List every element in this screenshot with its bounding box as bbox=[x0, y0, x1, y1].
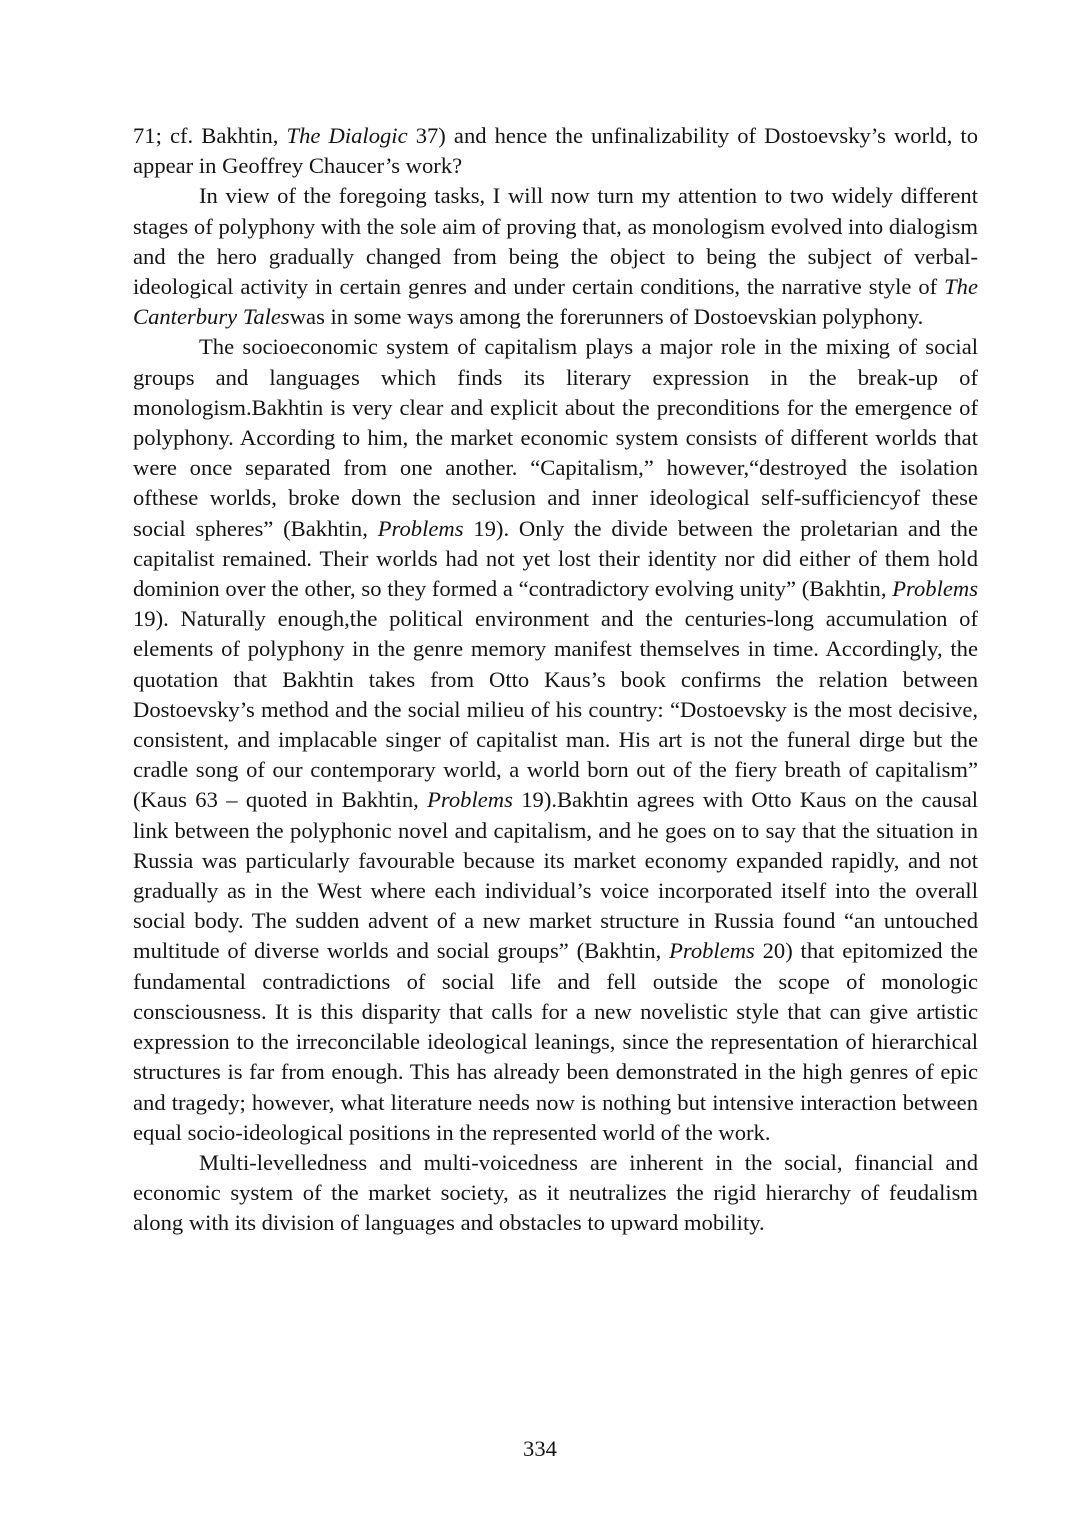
text-run: was in some ways among the forerunners of Dostoevskian polyphony. bbox=[289, 304, 924, 330]
text-run: The socioeconomic system of capitalism plays a major role in the mixing of social groups and languages which finds its literary expression in the break-up of monologism.Bakhtin is very clear and explicit about the preconditions for the emergence of polyphony. According to him, the market economic system consists of different worlds that were once separated from one another. “Capitalism,” however,“destroyed the isolation ofthese worlds, broke down the seclusion and inner ideological self-sufficiencyof these social spheres” (Bakhtin, bbox=[133, 334, 978, 541]
italic-title: The Canterbury Tales bbox=[133, 274, 978, 330]
text-run: 37) and hence the unfinalizability of Dostoevsky’s world, to appear in Geoffrey Chaucer’s work? bbox=[133, 123, 979, 179]
text-run: 19). Only the divide between the proletarian and the capitalist remained. Their worlds had not yet lost their identity nor did either of them hold dominion over the other, so they formed a “contradictory evolving unity” (Bakhtin, bbox=[133, 515, 978, 602]
text-run: In view of the foregoing tasks, I will now turn my attention to two widely different stages of polyphony with the sole aim of proving that, as monologism evolved into dialogism and the hero gradually changed from being the object to being the subject of verbal-ideological activity in certain genres and under certain conditions, the narrative style of bbox=[133, 183, 978, 300]
text-run: 19).Bakhtin agrees with Otto Kaus on the causal link between the polyphonic novel and capitalism, and he goes on to say that the situation in Russia was particularly favourable because its market economy expanded rapidly, and not gradually as in the West where each individual’s voice incorporated itself into the overall social body. The sudden advent of a new market structure in Russia found “an untouched multitude of diverse worlds and social groups” (Bakhtin, bbox=[133, 787, 978, 964]
italic-title: The Dialogic bbox=[286, 123, 408, 148]
text-run: 19). Naturally enough,the political environment and the centuries-long accumulation of elements of polyphony in the genre memory manifest themselves in time. Accordingly, the quotation that Bakhtin takes from Otto Kaus’s book confirms the relation between Dostoevsky’s method and the social milieu of his country: “Dostoevsky is the most decisive, consistent, and implacable singer of capitalist man. His art is not the funeral dirge but the cradle song of our contemporary world, a world born out of the fiery breath of capitalism” (Kaus 63 – quoted in Bakhtin, bbox=[133, 606, 978, 813]
italic-title: Problems bbox=[669, 938, 755, 964]
paragraph bbox=[133, 181, 978, 332]
page-number: 334 bbox=[523, 1436, 557, 1461]
italic-title: Problems bbox=[892, 576, 978, 602]
italic-title: Problems bbox=[427, 787, 513, 813]
text-run: 71; cf. Bakhtin, bbox=[133, 123, 287, 148]
paragraph bbox=[133, 1148, 978, 1239]
paragraph bbox=[133, 121, 978, 181]
italic-title: Problems bbox=[377, 515, 464, 541]
paragraph bbox=[133, 332, 978, 1147]
page-body bbox=[133, 121, 978, 1239]
text-run: Multi-levelledness and multi-voicedness are inherent in the social, financial and economic system of the market society, as it neutralizes the rigid hierarchy of feudalism along with its division of languages and obstacles to upward mobility. bbox=[133, 1149, 978, 1236]
text-run: 20) that epitomized the fundamental contradictions of social life and fell outside the scope of monologic consciousness. It is this disparity that calls for a new novelistic style that can give artistic expression to the irreconcilable ideological leanings, since the representation of hierarchical structures is far from enough. This has already been demonstrated in the high genres of epic and tragedy; however, what literature needs now is nothing but intensive interaction between equal socio-ideological positions in the represented world of the work. bbox=[133, 938, 978, 1145]
